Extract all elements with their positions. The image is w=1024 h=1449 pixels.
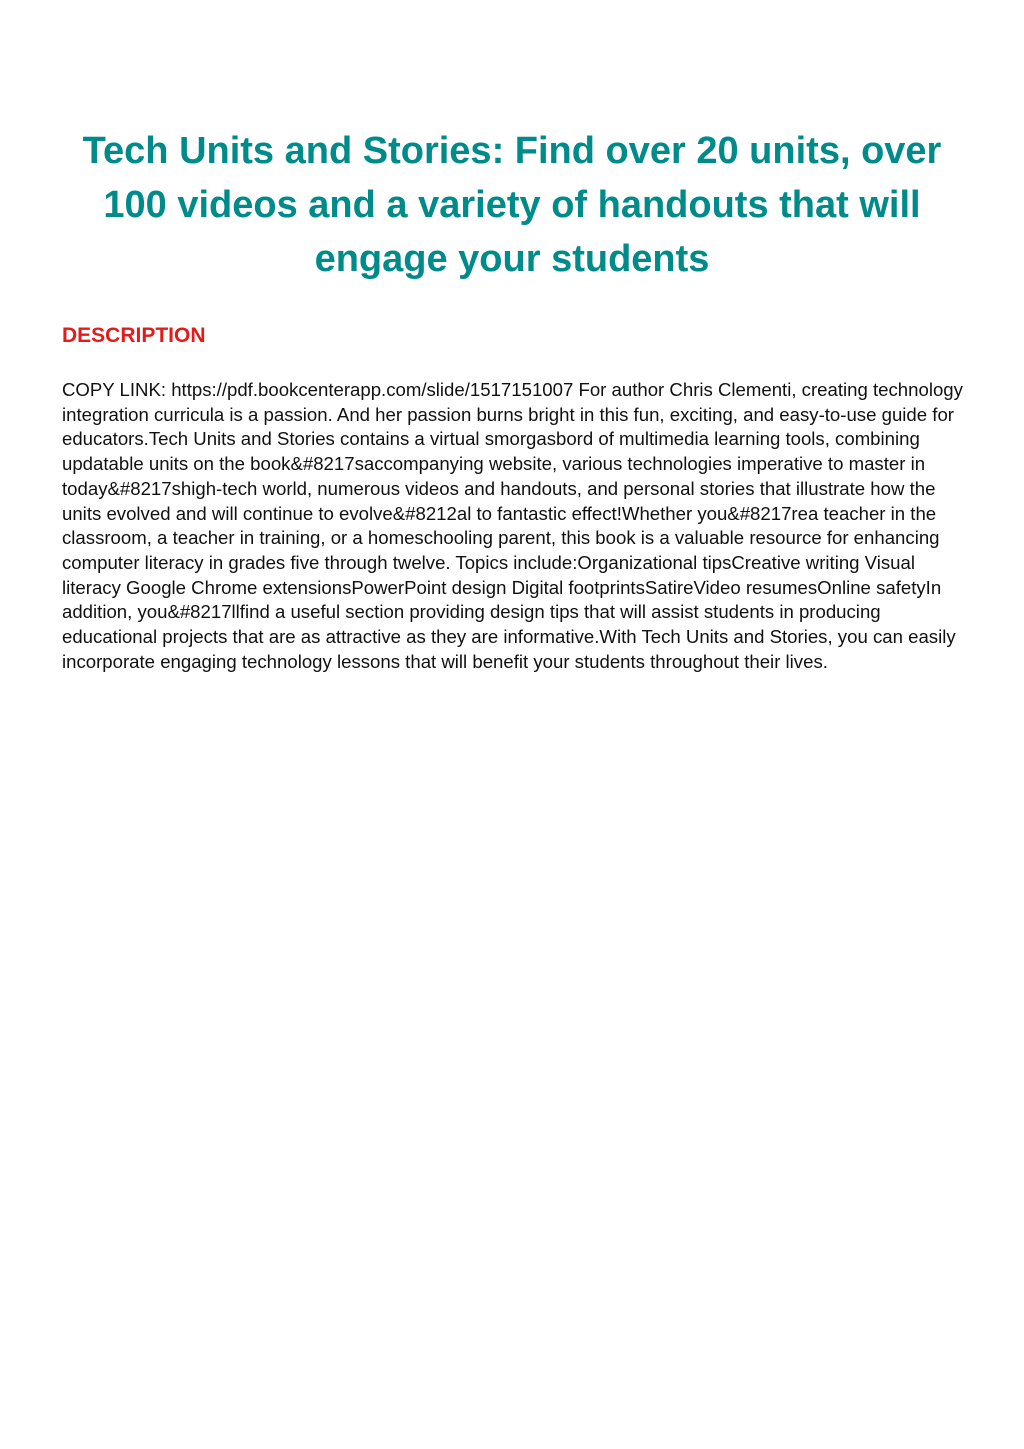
description-text: COPY LINK: https://pdf.bookcenterapp.com/slide/1517151007 For author Chris Clementi, creating technology integration curricula is a passion. And her passion burns bright in this fun, exciting, and easy-to-use guide for educators.Tech Units and Stories contains a virtual smorgasbord of multimedia learning tools, combining updatable units on the book&#8217saccompanying website, various technologies imperative to master in today&#8217shigh-tech world, numerous videos and handouts, and personal stories that illustrate how the units evolved and will continue to evolve&#8212al to fantastic effect!Whether you&#8217rea teacher in the classroom, a teacher in training, or a homeschooling parent, this book is a valuable resource for enhancing computer literacy in grades five through twelve. Topics include:Organizational tipsCreative writing Visual literacy Google Chrome extensionsPowerPoint design Digital footprintsSatireVideo resumesOnline safetyIn addition, you&#8217llfind a useful section providing design tips that will assist students in producing educational projects that are as attractive as they are informative.With Tech Units and Stories, you can easily incorporate engaging technology lessons that will benefit your students throughout their lives. [62,379,963,672]
description-heading: DESCRIPTION [62,324,206,347]
document-title: Tech Units and Stories: Find over 20 units, over 100 videos and a variety of handouts that will engage your students [82,130,942,280]
